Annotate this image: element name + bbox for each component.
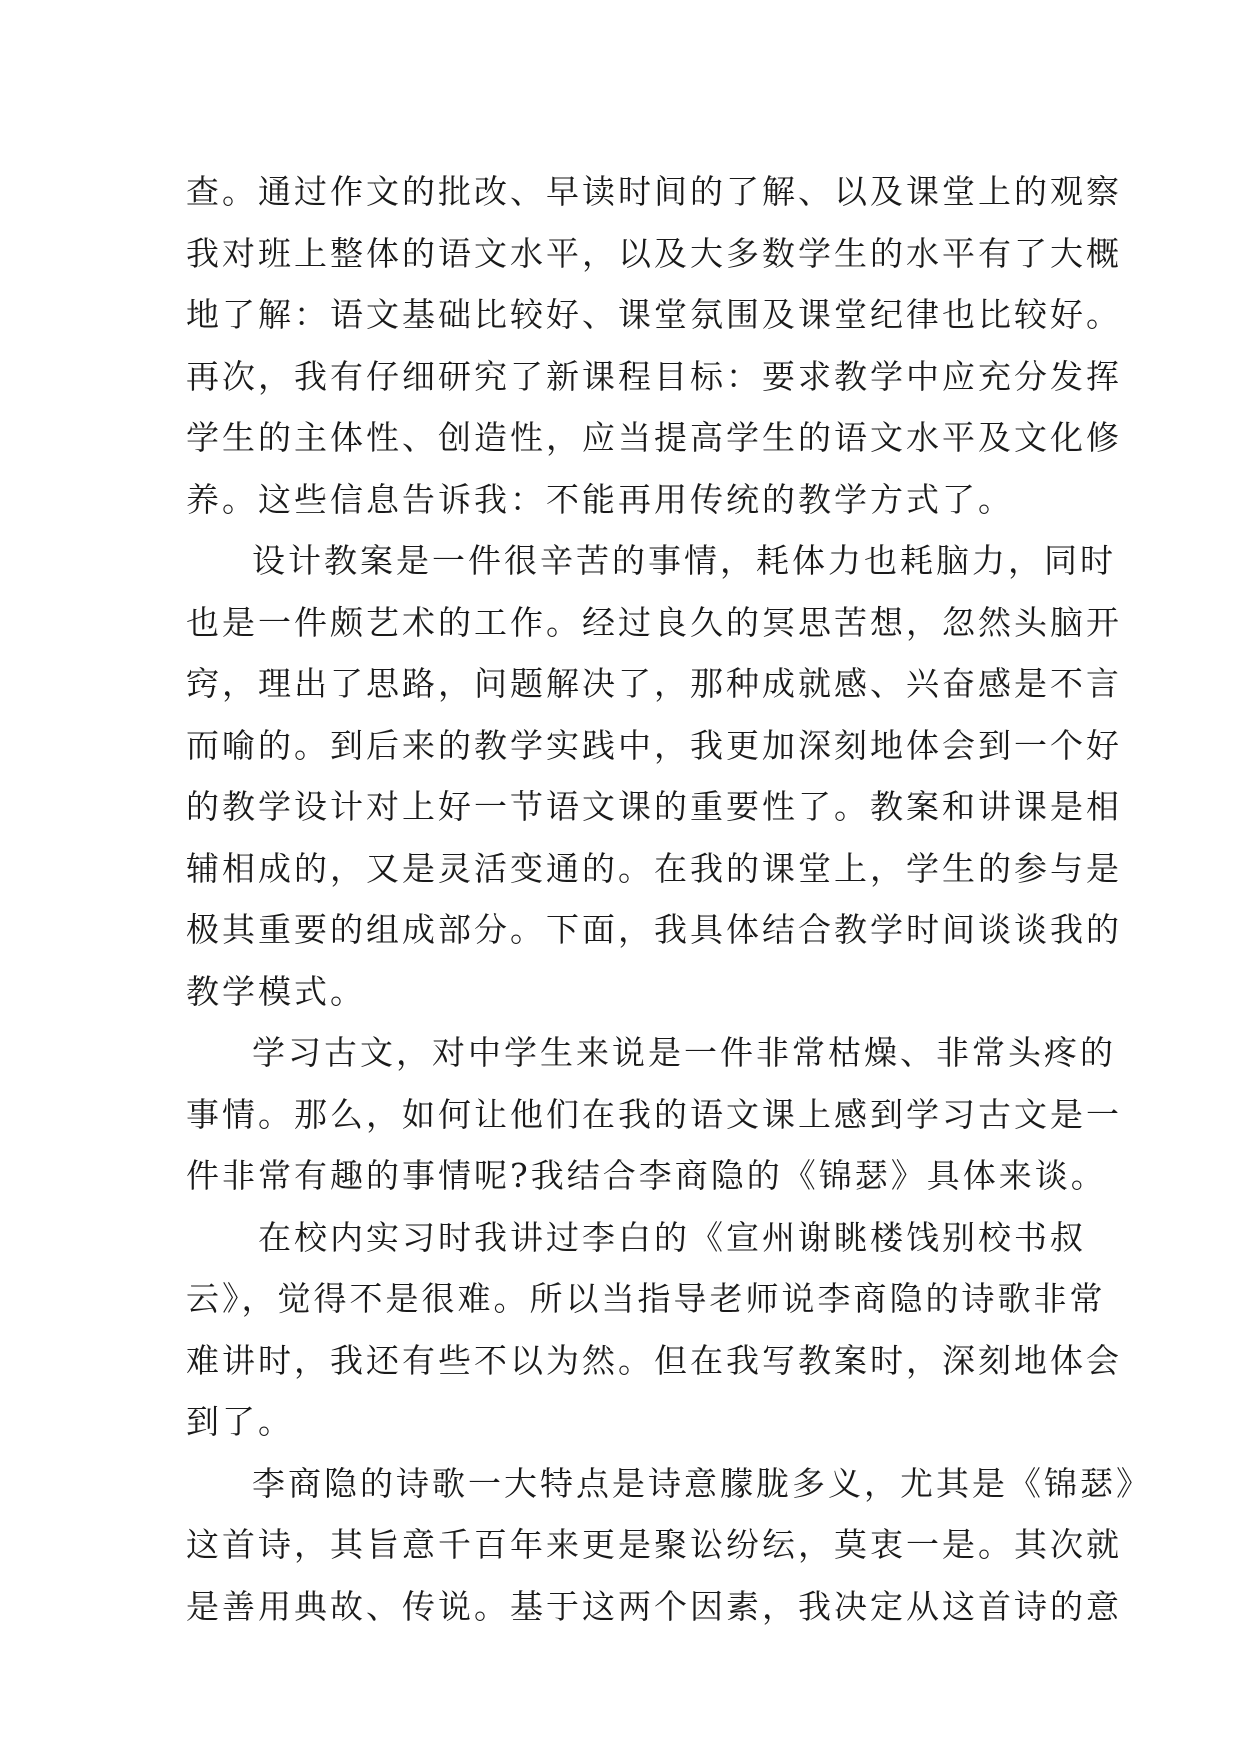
text-line: 极其重要的组成部分。下面，我具体结合教学时间谈谈我的 bbox=[186, 910, 1122, 949]
body-text bbox=[186, 161, 1152, 1637]
paragraph-first-line: 在校内实习时我讲过李白的《宣州谢眺楼饯别校书叔 bbox=[258, 1217, 1086, 1257]
text-line: 地了解：语文基础比较好、课堂氛围及课堂纪律也比较好。 bbox=[186, 295, 1122, 334]
text-line: 这首诗，其旨意千百年来更是聚讼纷纭，莫衷一是。其次就 bbox=[186, 1525, 1122, 1564]
text-line: 的教学设计对上好一节语文课的重要性了。教案和讲课是相 bbox=[186, 787, 1122, 826]
paragraph-first-line: 学习古文，对中学生来说是一件非常枯燥、非常头疼的 bbox=[252, 1033, 1116, 1072]
text-line: 辅相成的，又是灵活变通的。在我的课堂上，学生的参与是 bbox=[186, 848, 1122, 888]
text-line: 事情。那么，如何让他们在我的语文课上感到学习古文是一 bbox=[186, 1094, 1122, 1134]
text-line: 是善用典故、传说。基于这两个因素，我决定从这首诗的意 bbox=[186, 1586, 1122, 1626]
paragraph-first-line: 李商隐的诗歌一大特点是诗意朦胧多义，尤其是《锦瑟》 bbox=[252, 1463, 1152, 1503]
text-line: 也是一件颇艺术的工作。经过良久的冥思苦想，忽然头脑开 bbox=[186, 602, 1122, 642]
text-line: 学生的主体性、创造性，应当提高学生的语文水平及文化修 bbox=[186, 418, 1122, 457]
text-line: 养。这些信息告诉我：不能再用传统的教学方式了。 bbox=[186, 479, 1014, 519]
text-line: 云》，觉得不是很难。所以当指导老师说李商隐的诗歌非常 bbox=[186, 1279, 1106, 1318]
text-line: 到了。 bbox=[186, 1402, 294, 1441]
text-line: 我对班上整体的语文水平，以及大多数学生的水平有了大概 bbox=[186, 233, 1122, 273]
text-line: 教学模式。 bbox=[186, 971, 366, 1011]
paragraph-first-line: 设计教案是一件很辛苦的事情，耗体力也耗脑力，同时 bbox=[252, 541, 1116, 580]
text-line: 难讲时，我还有些不以为然。但在我写教案时，深刻地体会 bbox=[186, 1340, 1122, 1380]
text-line: 窍，理出了思路，问题解决了，那种成就感、兴奋感是不言 bbox=[186, 664, 1122, 703]
text-line: 再次，我有仔细研究了新课程目标：要求教学中应充分发挥 bbox=[186, 356, 1122, 396]
text-line: 查。通过作文的批改、早读时间的了解、以及课堂上的观察 bbox=[186, 172, 1122, 211]
text-line: 件非常有趣的事情呢?我结合李商隐的《锦瑟》具体来谈。 bbox=[186, 1156, 1107, 1195]
text-line: 而喻的。到后来的教学实践中，我更加深刻地体会到一个好 bbox=[186, 725, 1122, 765]
